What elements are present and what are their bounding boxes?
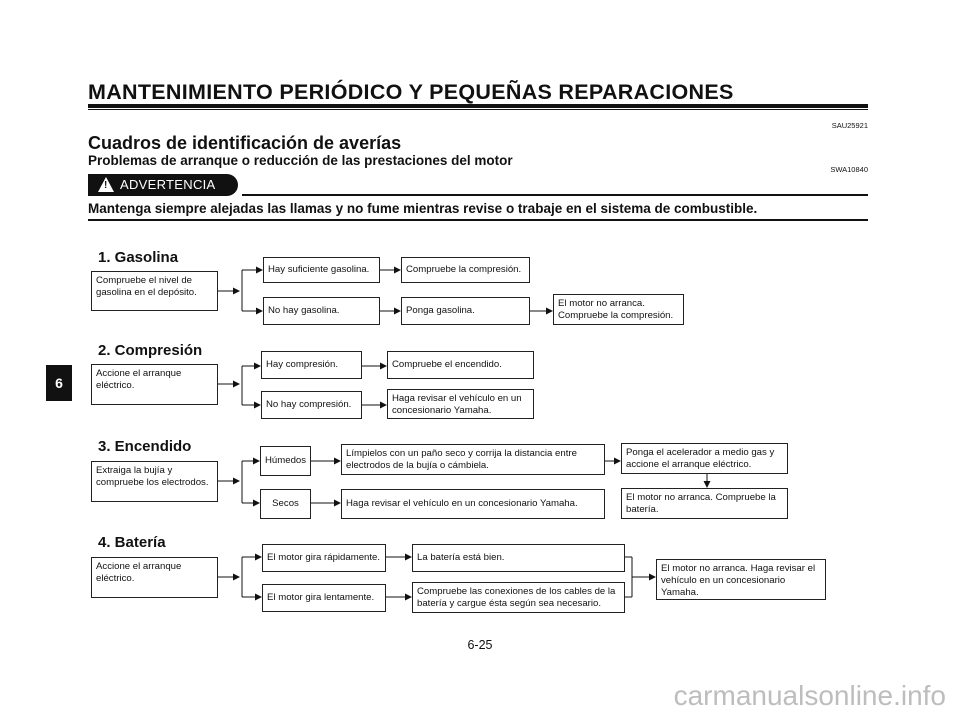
flow-title-compresion: 2. Compresión <box>98 342 203 359</box>
box-press-starter-battery: Accione el arranque eléctrico. <box>91 557 218 598</box>
box-enough-fuel: Hay suficiente gasolina. <box>263 257 380 283</box>
box-press-starter: Accione el arranque eléctrico. <box>91 364 218 405</box>
box-battery-ok: La batería está bien. <box>412 544 625 572</box>
box-check-fuel-level: Compruebe el nivel de gasolina en el depósito. <box>91 271 218 311</box>
chapter-tab: 6 <box>46 365 72 401</box>
box-check-ignition: Compruebe el encendido. <box>387 351 534 379</box>
box-no-start-check-compression: El motor no arranca. Compruebe la compresión. <box>553 294 684 325</box>
box-remove-spark-plug: Extraiga la bujía y compruebe los electrodos. <box>91 461 218 502</box>
page-number: 6-25 <box>467 638 493 652</box>
box-check-compression: Compruebe la compresión. <box>401 257 530 283</box>
flow-title-bateria: 4. Batería <box>98 534 166 551</box>
section-title: Cuadros de identificación de averías <box>88 133 402 153</box>
box-no-start-dealer: El motor no arranca. Haga revisar el vehículo en un concesionario Yamaha. <box>656 559 826 600</box>
flow-title-encendido: 3. Encendido <box>98 438 192 455</box>
box-no-start-check-battery: El motor no arranca. Compruebe la batería. <box>621 488 788 519</box>
box-wet: Húmedos <box>260 446 311 476</box>
box-has-compression: Hay compresión. <box>261 351 362 379</box>
exclamation-icon: ! <box>104 180 108 191</box>
watermark: carmanualsonline.info <box>673 680 946 711</box>
box-clean-electrodes: Límpielos con un paño seco y corrija la distancia entre electrodos de la bujía o cámbiela. <box>341 444 605 475</box>
box-half-throttle-start: Ponga el acelerador a medio gas y accione el arranque eléctrico. <box>621 443 788 474</box>
box-dealer-inspection-ignition: Haga revisar el vehículo en un concesionario Yamaha. <box>341 489 605 519</box>
page-title: MANTENIMIENTO PERIÓDICO Y PEQUEÑAS REPARACIONES <box>88 80 734 104</box>
section-code: SAU25921 <box>831 121 868 130</box>
flow-title-gasolina: 1. Gasolina <box>98 249 179 266</box>
warning-text: Mantenga siempre alejadas las llamas y no fume mientras revise o trabaje en el sistema de combustible. <box>88 201 758 216</box>
box-dry: Secos <box>260 489 311 519</box>
box-no-compression: No hay compresión. <box>261 391 362 419</box>
box-check-battery-cables: Compruebe las conexiones de los cables de la batería y cargue ésta según sea necesario. <box>412 582 625 613</box>
warning-label: ADVERTENCIA <box>120 177 216 192</box>
section-subtitle: Problemas de arranque o reducción de las prestaciones del motor <box>88 153 513 168</box>
box-engine-turns-fast: El motor gira rápidamente. <box>262 544 386 572</box>
box-add-fuel: Ponga gasolina. <box>401 297 530 325</box>
box-engine-turns-slow: El motor gira lentamente. <box>262 584 386 612</box>
box-no-fuel: No hay gasolina. <box>263 297 380 325</box>
warning-code: SWA10840 <box>830 165 868 174</box>
box-dealer-inspection: Haga revisar el vehículo en un concesionario Yamaha. <box>387 389 534 419</box>
